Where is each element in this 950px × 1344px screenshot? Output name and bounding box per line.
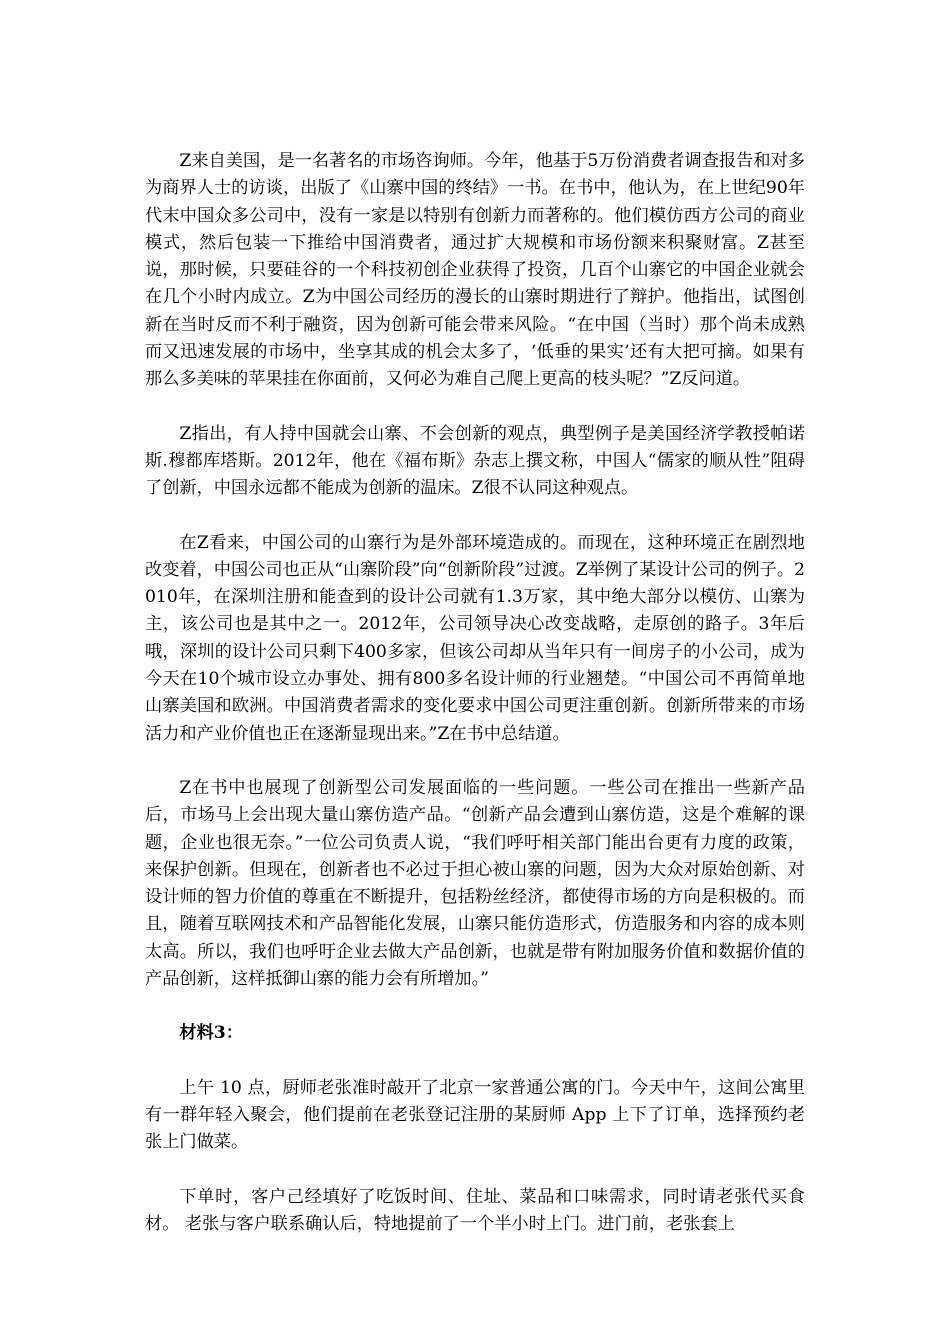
paragraph-5: 上午 10 点，厨师老张准时敲开了北京一家普通公寓的门。今天中午，这间公寓里有一群年轻入聚会，他们提前在老张登记注册的某厨师 App 上下了订单，选择预约老张上门做菜。 <box>145 1077 805 1153</box>
paragraph-gap <box>145 993 805 1020</box>
paragraph-2: Z指出，有人持中国就会山寨、不会创新的观点，典型例子是美国经济学教授帕诺斯.穆都库塔斯。2012年，他在《福布斯》杂志上撰文称，中国人“儒家的顺从性”阻碍了创新，中国永远都不能成为创新的温床。Z很不认同这种观点。 <box>145 423 805 499</box>
paragraph-gap <box>145 1157 805 1184</box>
paragraph-gap <box>145 503 805 530</box>
section-heading: 材料3： <box>179 1023 243 1044</box>
paragraph-1: Z来自美国，是一名著名的市场咨询师。今年，他基于5万份消费者调查报告和对多为商界人士的访谈，出版了《山寨中国的终结》一书。在书中，他认为，在上世纪90年代末中国众多公司中，没有一家是以特别有创新力而著称的。他们模仿西方公司的商业模式，然后包装一下推给中国消费者，通过扩大规模和市场份额来积聚财富。Z甚至说，那时候，只要硅谷的一个科技初创企业获得了投资，几百个山寨它的中国企业就会在几个小时内成立。Z为中国公司经历的漫长的山寨时期进行了辩护。他指出，试图创新在当时反而不利于融资，因为创新可能会带来风险。“在中国（当时）那个尚未成熟而又迅速发展的市场中，坐享其成的机会太多了，‘低垂的果实’还有大把可摘。如果有那么多美味的苹果挂在你面前，又何必为难自己爬上更高的枝头呢？”Z反问道。 <box>145 151 805 390</box>
paragraph-6: 下单时，客户己经填好了吃饭时间、住址、菜品和口味需求，同时请老张代买食材。 老张与客户联系确认后，特地提前了一个半小时上门。进门前，老张套上 <box>145 1186 805 1234</box>
paragraph-gap <box>145 394 805 421</box>
document-body <box>145 148 805 1238</box>
paragraph-3: 在Z看来，中国公司的山寨行为是外部环境造成的。而现在，这种环境正在剧烈地改变着，中国公司也正从“山寨阶段”向“创新阶段”过渡。Z举例了某设计公司的例子。2010年，在深圳注册和能查到的设计公司就有1.3万家，其中绝大部分以模仿、山寨为主，该公司也是其中之一。2012年，公司领导决心改变战略，走原创的路子。3年后哦，深圳的设计公司只剩下400多家，但该公司却从当年只有一间房子的小公司，成为今天在10个城市设立办事处、拥有800多名设计师的行业翘楚。“中国公司不再简单地山寨美国和欧洲。中国消费者需求的变化要求中国公司更注重创新。创新所带来的市场活力和产业价值也正在逐渐显现出来。”Z在书中总结道。 <box>145 532 805 744</box>
paragraph-gap <box>145 748 805 775</box>
paragraph-gap <box>145 1048 805 1075</box>
paragraph-4: Z在书中也展现了创新型公司发展面临的一些问题。一些公司在推出一些新产品后，市场马上会出现大量山寨仿造产品。“创新产品会遭到山寨仿造，这是个难解的课题，企业也很无奈。”一位公司负责人说，“我们呼吁相关部门能出台更有力度的政策，来保护创新。但现在，创新者也不必过于担心被山寨的问题，因为大众对原始创新、对设计师的智力价值的尊重在不断提升，包括粉丝经济，都使得市场的方向是积极的。而且，随着互联网技术和产品智能化发展，山寨只能仿造形式，仿造服务和内容的成本则太高。所以，我们也呼吁企业去做大产品创新，也就是带有附加服务价值和数据价值的产品创新，这样抵御山寨的能力会有所增加。” <box>145 777 805 990</box>
